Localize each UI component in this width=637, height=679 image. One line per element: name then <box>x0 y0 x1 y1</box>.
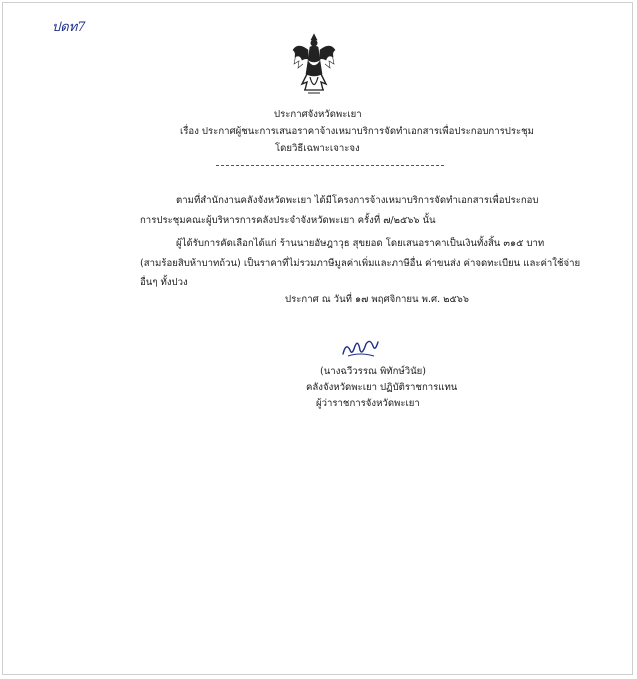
signer-name: (นางฉวีวรรณ พิทักษ์วินัย) <box>320 366 427 377</box>
subject-line-2: โดยวิธีเฉพาะเจาะจง <box>275 143 360 154</box>
garuda-emblem-icon <box>290 30 338 100</box>
announcement-heading: ประกาศจังหวัดพะเยา <box>274 109 362 120</box>
paragraph-2-line-2: (สามร้อยสิบห้าบาทถ้วน) เป็นราคาที่ไม่รวมภาษีมูลค่าเพิ่มและภาษีอื่น ค่าขนส่ง ค่าจดทะเบียน และค่าใช้จ่าย <box>140 258 581 269</box>
signature-icon <box>340 336 380 360</box>
signer-position-1: คลังจังหวัดพะเยา ปฏิบัติราชการแทน <box>306 382 458 393</box>
page-border <box>2 2 633 675</box>
paragraph-2-line-3: อื่นๆ ทั้งปวง <box>140 277 188 288</box>
paragraph-1-line-2: การประชุมคณะผู้บริหารการคลังประจำจังหวัดพะเยา ครั้งที่ ๗/๒๕๖๖ นั้น <box>140 215 436 226</box>
subject-line-1: เรื่อง ประกาศผู้ชนะการเสนอราคาจ้างเหมาบริการจัดทำเอกสารเพื่อประกอบการประชุม <box>180 126 535 137</box>
separator-line <box>216 165 444 166</box>
announcement-date: ประกาศ ณ วันที่ ๑๗ พฤศจิกายน พ.ศ. ๒๕๖๖ <box>285 294 469 305</box>
handwritten-doc-number: ปดท7 <box>52 20 86 35</box>
signer-position-2: ผู้ว่าราชการจังหวัดพะเยา <box>316 398 420 409</box>
paragraph-2-line-1: ผู้ได้รับการคัดเลือกได้แก่ ร้านนายอัษฎาวุธ สุขยอด โดยเสนอราคาเป็นเงินทั้งสิ้น ๓๑๕ บาท <box>176 238 545 249</box>
paragraph-1-line-1: ตามที่สำนักงานคลังจังหวัดพะเยา ได้มีโครงการจ้างเหมาบริการจัดทำเอกสารเพื่อประกอบ <box>176 195 539 206</box>
